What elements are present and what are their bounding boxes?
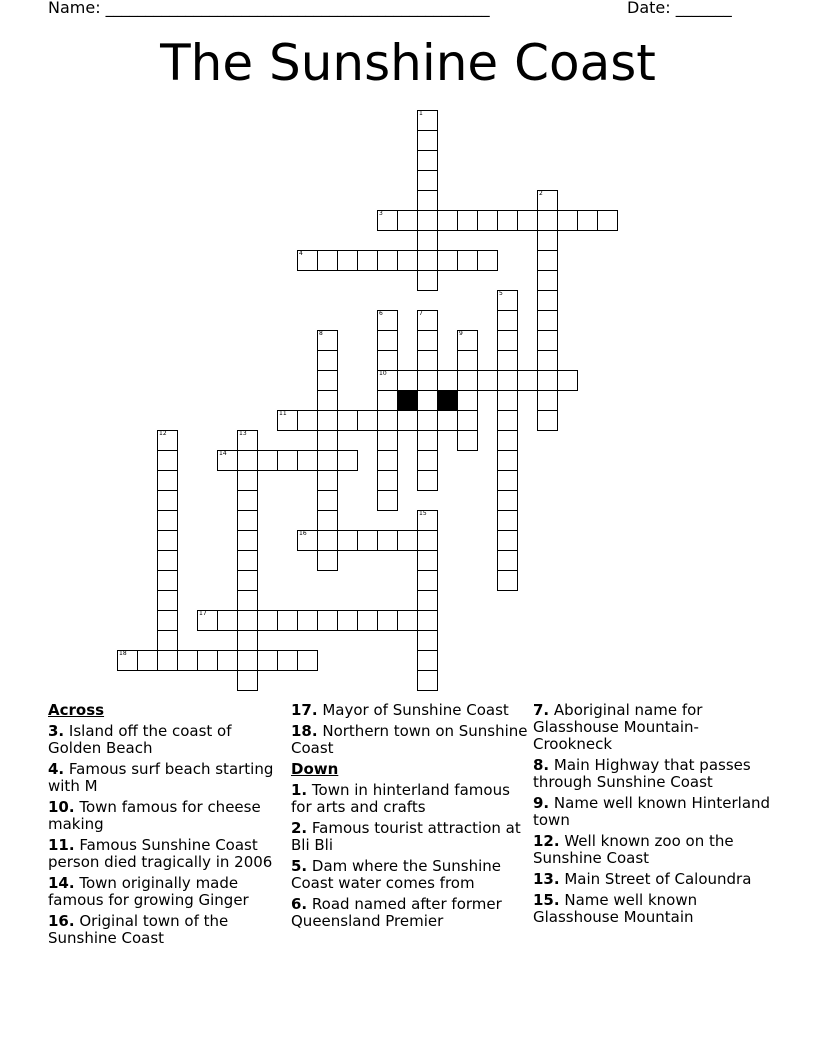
- clue-down-9: 9. Name well known Hinterland town: [533, 794, 771, 829]
- grid-cell[interactable]: [237, 630, 258, 651]
- grid-cell[interactable]: [257, 650, 278, 671]
- grid-cell[interactable]: [417, 670, 438, 691]
- grid-cell[interactable]: [117, 650, 138, 671]
- grid-cell[interactable]: [457, 330, 478, 351]
- grid-cell[interactable]: [497, 350, 518, 371]
- grid-cell[interactable]: [237, 490, 258, 511]
- grid-cell[interactable]: [497, 390, 518, 411]
- grid-cell[interactable]: [497, 510, 518, 531]
- black-cell: [397, 390, 418, 411]
- black-cell: [437, 390, 458, 411]
- cell-number: 8: [319, 330, 323, 337]
- grid-cell[interactable]: [457, 390, 478, 411]
- grid-cell[interactable]: [417, 230, 438, 251]
- clues-column-1: [48, 702, 288, 951]
- grid-cell[interactable]: [237, 450, 258, 471]
- grid-cell[interactable]: [557, 210, 578, 231]
- grid-cell[interactable]: [417, 570, 438, 591]
- cell-number: 10: [379, 370, 387, 377]
- grid-cell[interactable]: [397, 250, 418, 271]
- clue-across-11: 11. Famous Sunshine Coast person died tragically in 2006: [48, 836, 273, 871]
- grid-cell[interactable]: [257, 610, 278, 631]
- grid-cell[interactable]: [297, 250, 318, 271]
- grid-cell[interactable]: [457, 370, 478, 391]
- grid-cell[interactable]: [497, 370, 518, 391]
- clue-down-2: 2. Famous tourist attraction at Bli Bli: [291, 819, 521, 854]
- grid-cell[interactable]: [417, 610, 438, 631]
- cell-number: 2: [539, 190, 543, 197]
- grid-cell[interactable]: [537, 330, 558, 351]
- grid-cell[interactable]: [537, 350, 558, 371]
- grid-cell[interactable]: [417, 350, 438, 371]
- clues-column-2: [291, 702, 531, 934]
- grid-cell[interactable]: [157, 550, 178, 571]
- grid-cell[interactable]: [457, 430, 478, 451]
- cell-number: 12: [159, 430, 167, 437]
- grid-cell[interactable]: [157, 650, 178, 671]
- grid-cell[interactable]: [157, 430, 178, 451]
- cell-number: 1: [419, 110, 423, 117]
- grid-cell[interactable]: [397, 530, 418, 551]
- grid-cell[interactable]: [337, 610, 358, 631]
- grid-cell[interactable]: [317, 610, 338, 631]
- grid-cell[interactable]: [417, 370, 438, 391]
- grid-cell[interactable]: [337, 530, 358, 551]
- grid-cell[interactable]: [517, 370, 538, 391]
- clue-across-10: 10. Town famous for cheese making: [48, 798, 261, 833]
- grid-cell[interactable]: [377, 490, 398, 511]
- grid-cell[interactable]: [377, 370, 398, 391]
- clue-down-6: 6. Road named after former Queensland Premier: [291, 895, 502, 930]
- grid-cell[interactable]: [377, 450, 398, 471]
- grid-cell[interactable]: [357, 530, 378, 551]
- cell-number: 11: [279, 410, 287, 417]
- grid-cell[interactable]: [417, 510, 438, 531]
- grid-cell[interactable]: [457, 350, 478, 371]
- grid-cell[interactable]: [217, 450, 238, 471]
- grid-cell[interactable]: [317, 530, 338, 551]
- grid-cell[interactable]: [537, 210, 558, 231]
- grid-cell[interactable]: [437, 210, 458, 231]
- cell-number: 13: [239, 430, 247, 437]
- clue-across-16: 16. Original town of the Sunshine Coast: [48, 912, 229, 947]
- grid-cell[interactable]: [477, 250, 498, 271]
- grid-cell[interactable]: [497, 290, 518, 311]
- grid-cell[interactable]: [497, 430, 518, 451]
- clues-column-3: [533, 702, 773, 930]
- grid-cell[interactable]: [417, 210, 438, 231]
- grid-cell[interactable]: [277, 650, 298, 671]
- grid-cell[interactable]: [237, 670, 258, 691]
- grid-cell[interactable]: [377, 350, 398, 371]
- grid-cell[interactable]: [497, 570, 518, 591]
- grid-cell[interactable]: [417, 550, 438, 571]
- grid-cell[interactable]: [417, 470, 438, 491]
- grid-cell[interactable]: [377, 470, 398, 491]
- grid-cell[interactable]: [477, 210, 498, 231]
- grid-cell[interactable]: [217, 610, 238, 631]
- grid-cell[interactable]: [337, 450, 358, 471]
- grid-cell[interactable]: [237, 550, 258, 571]
- grid-cell[interactable]: [537, 250, 558, 271]
- grid-cell[interactable]: [357, 250, 378, 271]
- cell-number: 18: [119, 650, 127, 657]
- grid-cell[interactable]: [297, 650, 318, 671]
- grid-cell[interactable]: [317, 250, 338, 271]
- date-field-label: Date: _______: [627, 0, 732, 17]
- grid-cell[interactable]: [317, 490, 338, 511]
- page-title: The Sunshine Coast: [160, 34, 656, 92]
- grid-cell[interactable]: [237, 530, 258, 551]
- grid-cell[interactable]: [497, 490, 518, 511]
- grid-cell[interactable]: [157, 450, 178, 471]
- clue-down-12: 12. Well known zoo on the Sunshine Coast: [533, 832, 734, 867]
- grid-cell[interactable]: [217, 650, 238, 671]
- grid-cell[interactable]: [417, 130, 438, 151]
- grid-cell[interactable]: [577, 210, 598, 231]
- grid-cell[interactable]: [277, 450, 298, 471]
- grid-cell[interactable]: [417, 170, 438, 191]
- clue-down-15: 15. Name well known Glasshouse Mountain: [533, 891, 698, 926]
- grid-cell[interactable]: [417, 450, 438, 471]
- grid-cell[interactable]: [157, 530, 178, 551]
- cell-number: 7: [419, 310, 423, 317]
- grid-cell[interactable]: [417, 650, 438, 671]
- clue-across-14: 14. Town originally made famous for growing Ginger: [48, 874, 249, 909]
- grid-cell[interactable]: [537, 290, 558, 311]
- cell-number: 15: [419, 510, 427, 517]
- grid-cell[interactable]: [197, 610, 218, 631]
- grid-cell[interactable]: [137, 650, 158, 671]
- clue-down-5: 5. Dam where the Sunshine Coast water comes from: [291, 857, 502, 892]
- grid-cell[interactable]: [557, 370, 578, 391]
- grid-cell[interactable]: [497, 530, 518, 551]
- grid-cell[interactable]: [157, 610, 178, 631]
- grid-cell[interactable]: [317, 410, 338, 431]
- grid-cell[interactable]: [317, 330, 338, 351]
- grid-cell[interactable]: [457, 410, 478, 431]
- grid-cell[interactable]: [397, 210, 418, 231]
- across-heading: Across: [48, 701, 105, 719]
- grid-cell[interactable]: [357, 410, 378, 431]
- grid-cell[interactable]: [417, 390, 438, 411]
- grid-cell[interactable]: [297, 530, 318, 551]
- grid-cell[interactable]: [317, 470, 338, 491]
- cell-number: 17: [199, 610, 207, 617]
- grid-cell[interactable]: [377, 330, 398, 351]
- grid-cell[interactable]: [417, 330, 438, 351]
- grid-cell[interactable]: [297, 610, 318, 631]
- cell-number: 14: [219, 450, 227, 457]
- grid-cell[interactable]: [237, 650, 258, 671]
- clue-down-7: 7. Aboriginal name for Glasshouse Mountain- Crookneck: [533, 701, 703, 753]
- grid-cell[interactable]: [397, 370, 418, 391]
- clue-across-4: 4. Famous surf beach starting with M: [48, 760, 274, 795]
- grid-cell[interactable]: [377, 390, 398, 411]
- grid-cell[interactable]: [537, 270, 558, 291]
- grid-cell[interactable]: [497, 410, 518, 431]
- grid-cell[interactable]: [237, 470, 258, 491]
- grid-cell[interactable]: [457, 210, 478, 231]
- grid-cell[interactable]: [457, 250, 478, 271]
- grid-cell[interactable]: [377, 430, 398, 451]
- grid-cell[interactable]: [157, 590, 178, 611]
- grid-cell[interactable]: [277, 610, 298, 631]
- grid-cell[interactable]: [377, 530, 398, 551]
- grid-cell[interactable]: [377, 310, 398, 331]
- grid-cell[interactable]: [537, 410, 558, 431]
- grid-cell[interactable]: [417, 430, 438, 451]
- grid-cell[interactable]: [417, 310, 438, 331]
- grid-cell[interactable]: [277, 410, 298, 431]
- grid-cell[interactable]: [197, 650, 218, 671]
- grid-cell[interactable]: [317, 350, 338, 371]
- grid-cell[interactable]: [537, 190, 558, 211]
- clue-across-3: 3. Island off the coast of Golden Beach: [48, 722, 232, 757]
- grid-cell[interactable]: [157, 510, 178, 531]
- grid-cell[interactable]: [317, 390, 338, 411]
- grid-cell[interactable]: [497, 550, 518, 571]
- clue-down-1: 1. Town in hinterland famous for arts and crafts: [291, 781, 510, 816]
- grid-cell[interactable]: [417, 590, 438, 611]
- grid-cell[interactable]: [237, 510, 258, 531]
- grid-cell[interactable]: [337, 250, 358, 271]
- cell-number: 4: [299, 250, 303, 257]
- grid-cell[interactable]: [497, 330, 518, 351]
- grid-cell[interactable]: [237, 430, 258, 451]
- grid-cell[interactable]: [437, 410, 458, 431]
- grid-cell[interactable]: [497, 470, 518, 491]
- grid-cell[interactable]: [317, 510, 338, 531]
- grid-cell[interactable]: [477, 370, 498, 391]
- cell-number: 16: [299, 530, 307, 537]
- grid-cell[interactable]: [377, 410, 398, 431]
- grid-cell[interactable]: [497, 210, 518, 231]
- grid-cell[interactable]: [417, 630, 438, 651]
- grid-cell[interactable]: [437, 250, 458, 271]
- grid-cell[interactable]: [237, 590, 258, 611]
- clue-down-13: 13. Main Street of Caloundra: [533, 870, 752, 888]
- grid-cell[interactable]: [157, 470, 178, 491]
- grid-cell[interactable]: [537, 310, 558, 331]
- grid-cell[interactable]: [497, 450, 518, 471]
- grid-cell[interactable]: [237, 570, 258, 591]
- grid-cell[interactable]: [157, 630, 178, 651]
- cell-number: 6: [379, 310, 383, 317]
- grid-cell[interactable]: [437, 370, 458, 391]
- grid-cell[interactable]: [397, 610, 418, 631]
- grid-cell[interactable]: [317, 550, 338, 571]
- cell-number: 9: [459, 330, 463, 337]
- grid-cell[interactable]: [237, 610, 258, 631]
- grid-cell[interactable]: [497, 310, 518, 331]
- grid-cell[interactable]: [177, 650, 198, 671]
- clue-across-17: 17. Mayor of Sunshine Coast: [291, 701, 509, 719]
- grid-cell[interactable]: [317, 430, 338, 451]
- grid-cell[interactable]: [397, 410, 418, 431]
- grid-cell[interactable]: [317, 370, 338, 391]
- grid-cell[interactable]: [257, 450, 278, 471]
- name-field-label: Name: ________________________________________________: [48, 0, 490, 17]
- grid-cell[interactable]: [157, 490, 178, 511]
- grid-cell[interactable]: [417, 110, 438, 131]
- grid-cell[interactable]: [417, 270, 438, 291]
- cell-number: 5: [499, 290, 503, 297]
- grid-cell[interactable]: [377, 610, 398, 631]
- grid-cell[interactable]: [537, 230, 558, 251]
- grid-cell[interactable]: [537, 390, 558, 411]
- cell-number: 3: [379, 210, 383, 217]
- grid-cell[interactable]: [417, 530, 438, 551]
- grid-cell[interactable]: [417, 250, 438, 271]
- grid-cell[interactable]: [517, 210, 538, 231]
- down-heading: Down: [291, 760, 339, 778]
- grid-cell[interactable]: [537, 370, 558, 391]
- clue-down-8: 8. Main Highway that passes through Sunshine Coast: [533, 756, 751, 791]
- grid-cell[interactable]: [297, 410, 318, 431]
- grid-cell[interactable]: [417, 410, 438, 431]
- clue-across-18: 18. Northern town on Sunshine Coast: [291, 722, 528, 757]
- grid-cell[interactable]: [417, 190, 438, 211]
- grid-cell[interactable]: [377, 250, 398, 271]
- grid-cell[interactable]: [417, 150, 438, 171]
- grid-cell[interactable]: [377, 210, 398, 231]
- grid-cell[interactable]: [317, 450, 338, 471]
- grid-cell[interactable]: [297, 450, 318, 471]
- grid-cell[interactable]: [357, 610, 378, 631]
- grid-cell[interactable]: [337, 410, 358, 431]
- grid-cell[interactable]: [597, 210, 618, 231]
- grid-cell[interactable]: [157, 570, 178, 591]
